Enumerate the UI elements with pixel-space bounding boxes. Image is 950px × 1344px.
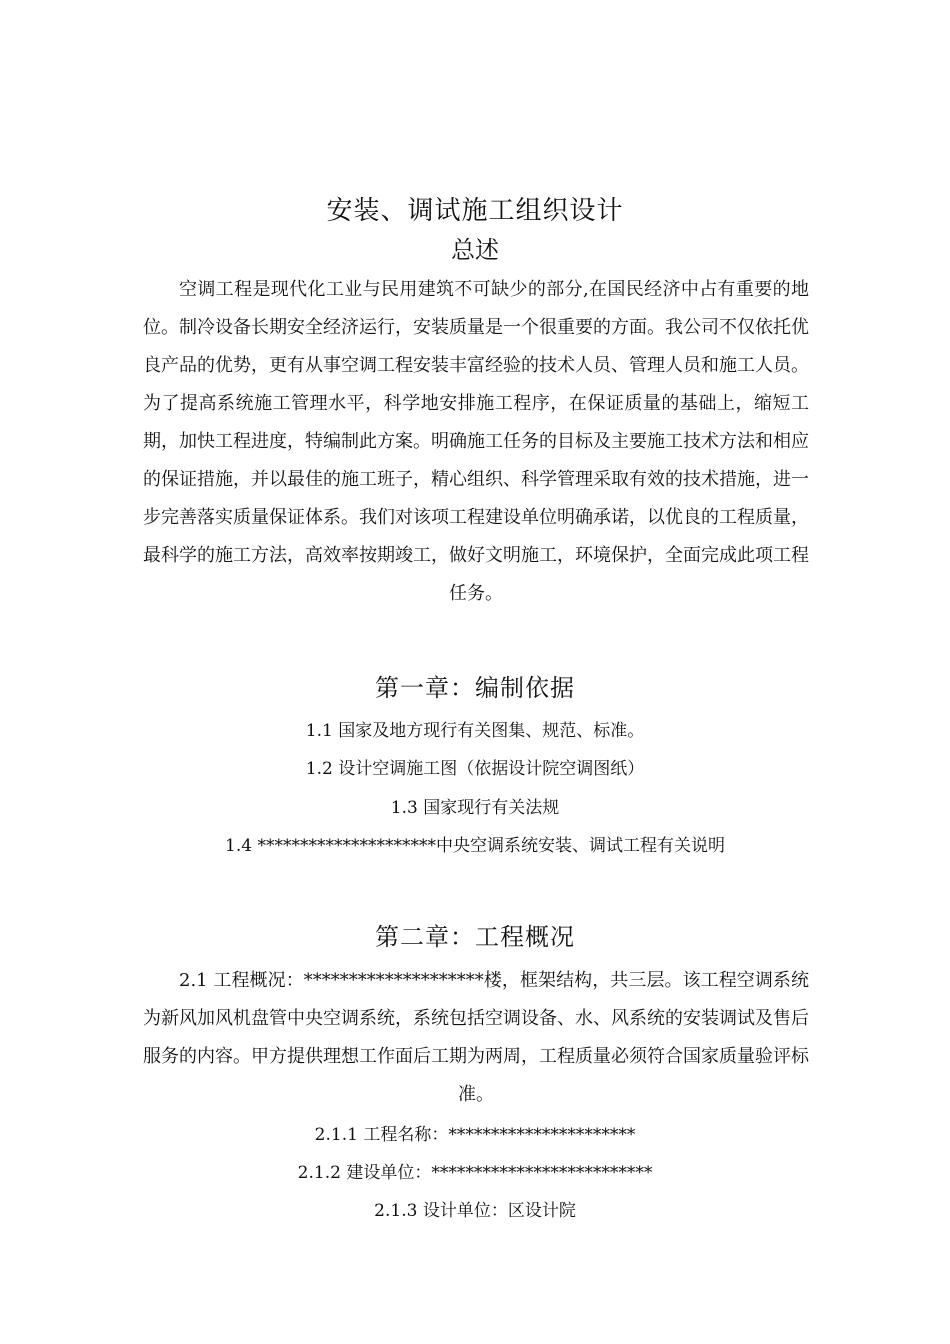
overview-heading: 总述	[451, 236, 499, 264]
chapter1-item: 1.4 *********************中央空调系统安装、调试工程有关说明	[225, 836, 725, 856]
chapter2-overview-paragraph: 2.1 工程概况：********************楼，框架结构，共三层。该工程空调系统为新风加风机盘管中央空调系统，系统包括空调设备、水、风系统的安装调试及售后服务的内容。甲方提供理想工作面后工期为两周，工程质量必须符合国家质量验评标准。	[143, 970, 809, 1105]
overview-paragraph: 空调工程是现代化工业与民用建筑不可缺少的部分,在国民经济中占有重要的地位。制冷设备长期安全经济运行，安装质量是一个很重要的方面。我公司不仅依托优良产品的优势，更有从事空调工程安装丰富经验的技术人员、管理人员和施工人员。为了提高系统施工管理水平，科学地安排施工程序，在保证质量的基础上，缩短工期，加快工程进度，特编制此方案。明确施工任务的目标及主要施工技术方法和相应的保证措施，并以最佳的施工班子，精心组织、科学管理采取有效的技术措施，进一步完善落实质量保证体系。我们对该项工程建设单位明确承诺，以优良的工程质量，最科学的施工方法，高效率按期竣工，做好文明施工，环境保护，全面完成此项工程任务。	[143, 279, 809, 604]
chapter2-item: 2.1.1 工程名称：**********************	[314, 1125, 636, 1145]
chapter1-heading: 第一章：编制依据	[375, 674, 575, 702]
chapter1-item: 1.2 设计空调施工图（依据设计院空调图纸）	[305, 759, 645, 779]
chapter2-heading: 第二章：工程概况	[375, 923, 575, 951]
document-title: 安装、调试施工组织设计	[326, 196, 624, 226]
chapter2-item: 2.1.2 建设单位：**************************	[297, 1163, 653, 1183]
chapter1-item: 1.3 国家现行有关法规	[390, 798, 560, 818]
chapter1-item: 1.1 国家及地方现行有关图集、规范、标准。	[305, 721, 645, 741]
chapter2-item: 2.1.3 设计单位：区设计院	[374, 1201, 576, 1221]
